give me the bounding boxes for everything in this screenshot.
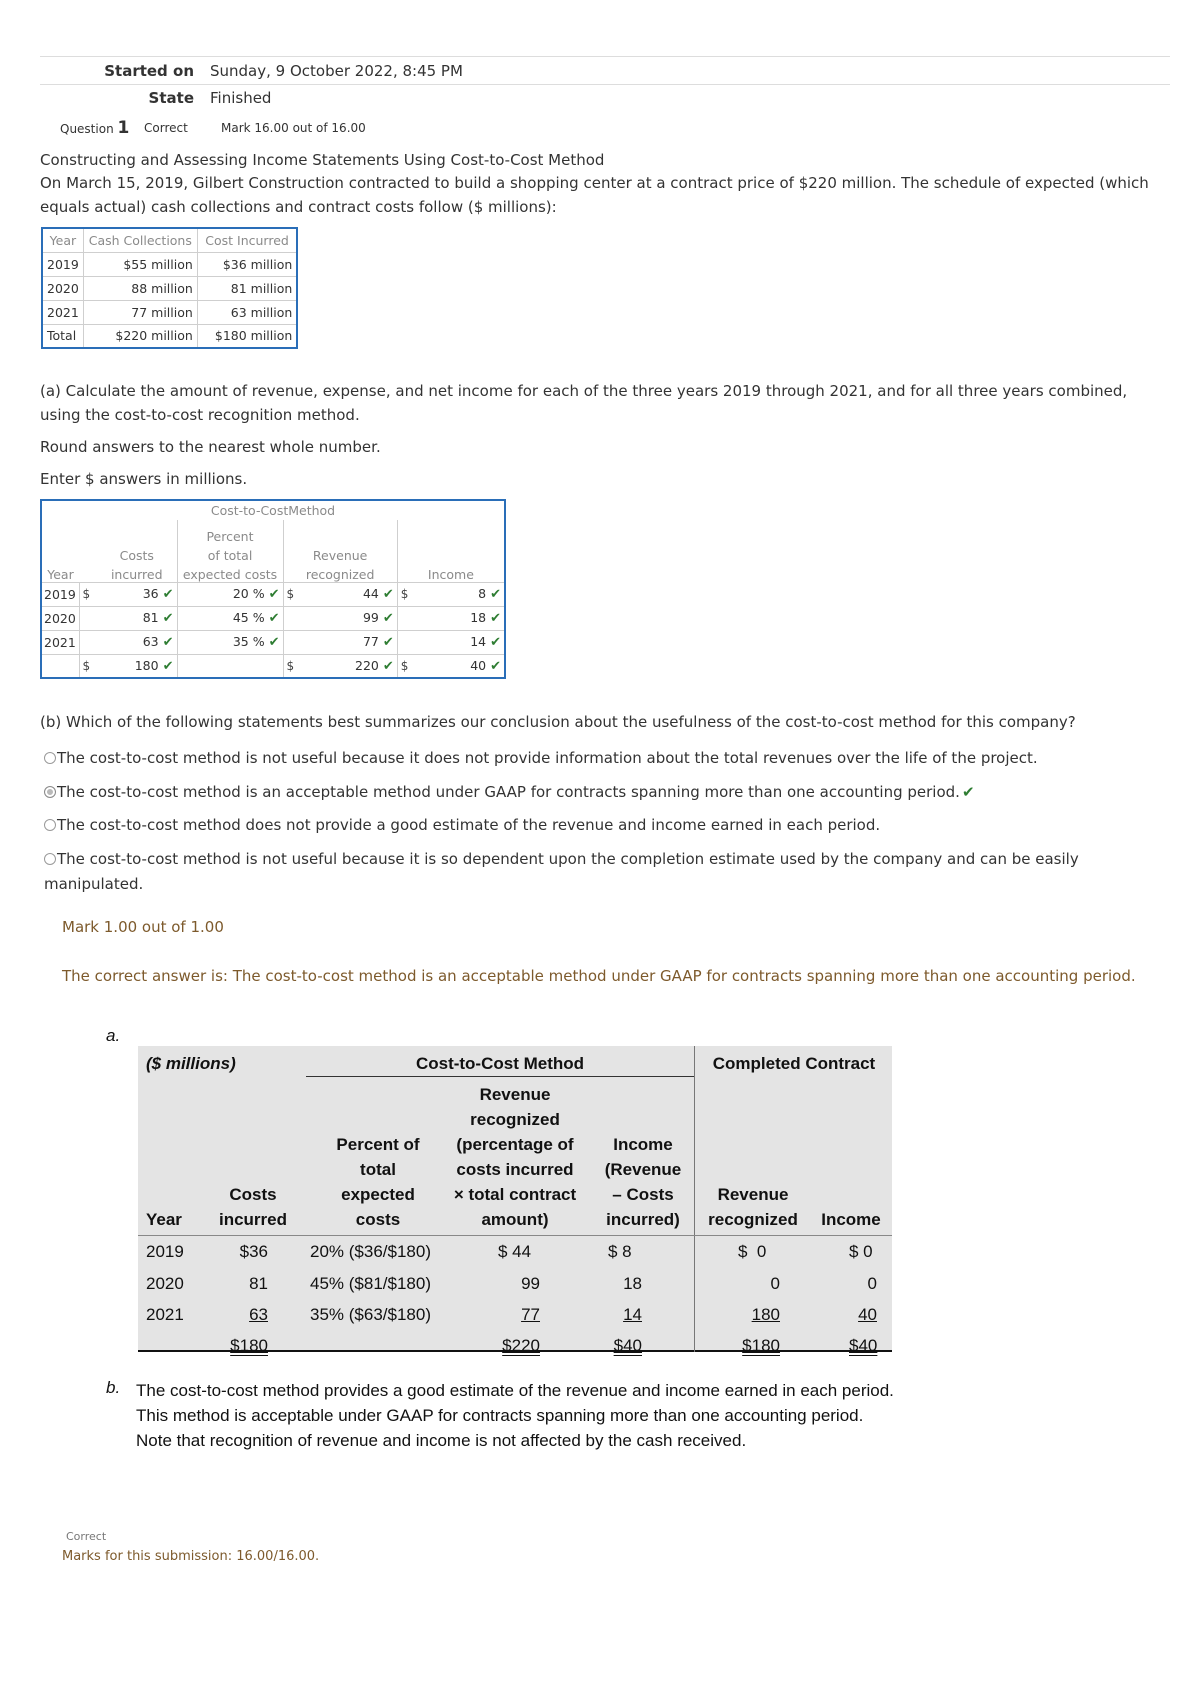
check-icon: ✔ <box>268 635 280 650</box>
option-text: The cost-to-cost method is not useful because it does not provide information about the total revenues over the life of the project. <box>57 749 1038 767</box>
answer-row-2020 <box>41 606 505 630</box>
sol-costs: $36 <box>239 1242 268 1261</box>
state-value: Finished <box>210 89 272 107</box>
schedule-cell: $220 million <box>83 324 197 348</box>
question-title: Constructing and Assessing Income Statements Using Cost-to-Cost Method <box>40 151 605 169</box>
header-bottom-rule <box>138 1235 892 1236</box>
question-number: 1 <box>117 118 130 138</box>
section-divider <box>694 1046 695 1352</box>
sol-rev-total: $220 <box>502 1336 540 1355</box>
answer-table <box>40 499 506 679</box>
footer-marks: Marks for this submission: 16.00/16.00. <box>62 1549 320 1564</box>
answer-year: 2019 <box>41 582 79 606</box>
answer-title-row <box>41 500 505 520</box>
header-costs-line: Costs <box>119 547 154 563</box>
check-icon: ✔ <box>490 635 501 650</box>
schedule-row <box>42 276 297 300</box>
part-b-prompt: (b) Which of the following statements best summarizes our conclusion about the usefulness of the cost-to-cost method for this company? <box>40 713 1076 731</box>
sol-rev: 77 <box>521 1305 540 1324</box>
sol-cc-inc: 40 <box>858 1305 877 1324</box>
sol-inc: $ 8 <box>608 1242 632 1261</box>
sol-cc-rev: $ 0 <box>738 1242 767 1261</box>
costs-value: 36 <box>142 586 159 601</box>
answer-revenue-total-input[interactable] <box>301 654 397 678</box>
option-2[interactable] <box>44 780 1164 805</box>
dollar-sign: $ <box>79 582 97 606</box>
sol-rev: 99 <box>521 1274 540 1293</box>
solution-cc-title: Completed Contract <box>712 1054 876 1073</box>
sol-header-pct: total <box>360 1160 396 1179</box>
sol-header-rev: amount) <box>481 1210 549 1229</box>
option-3[interactable] <box>44 813 1164 838</box>
schedule-cell: $36 million <box>197 252 297 276</box>
sol-header-cc-rev: recognized <box>708 1210 798 1229</box>
solution-b-label: b. <box>106 1378 121 1397</box>
sol-header-pct: expected <box>341 1185 415 1204</box>
option-1[interactable] <box>44 746 1164 771</box>
schedule-row <box>42 300 297 324</box>
answer-header-row <box>41 520 505 582</box>
check-icon: ✔ <box>162 635 174 650</box>
sol-year: 2021 <box>146 1305 184 1324</box>
started-on-value: Sunday, 9 October 2022, 8:45 PM <box>210 62 463 80</box>
answer-year: 2020 <box>41 606 79 630</box>
check-icon: ✔ <box>268 611 280 626</box>
schedule-header: Cost Incurred <box>197 228 297 252</box>
dollar-sign: $ <box>283 654 301 678</box>
costs-value: 63 <box>142 634 159 649</box>
sol-header-cc-rev: Revenue <box>717 1185 789 1204</box>
sol-cc-inc-total: $40 <box>849 1336 878 1355</box>
sol-pct: 45% ($81/$180) <box>310 1274 431 1293</box>
answer-year: 2021 <box>41 630 79 654</box>
sol-costs-total: $180 <box>230 1336 268 1355</box>
sol-inc-total: $40 <box>613 1336 642 1355</box>
check-icon: ✔ <box>382 635 394 650</box>
header-percent-line: Percent <box>206 528 254 544</box>
answer-revenue-input[interactable] <box>301 630 397 654</box>
revenue-total-value: 220 <box>355 657 379 673</box>
schedule-cell: $55 million <box>83 252 197 276</box>
sol-header-inc: – Costs <box>612 1185 674 1204</box>
header-percent-line: expected costs <box>182 566 278 582</box>
answer-income-total-input[interactable] <box>415 654 505 678</box>
costs-total-value: 180 <box>134 657 159 673</box>
pct-sign: % <box>252 610 265 625</box>
pct-sign: % <box>252 586 265 601</box>
part-a-round: Round answers to the nearest whole number. <box>40 438 381 456</box>
pct-value: 45 <box>232 610 249 625</box>
header-year: Year <box>47 566 74 582</box>
radio-button[interactable] <box>44 853 56 865</box>
part-a-units: Enter $ answers in millions. <box>40 470 248 488</box>
revenue-value: 99 <box>362 610 379 625</box>
sol-header-rev: (percentage of <box>456 1135 574 1154</box>
income-total-value: 40 <box>470 657 487 673</box>
sol-cc-rev: 0 <box>770 1274 780 1293</box>
sol-pct: 35% ($63/$180) <box>310 1305 431 1324</box>
header-costs <box>97 520 177 582</box>
sol-costs: 63 <box>249 1305 268 1324</box>
option-text: The cost-to-cost method is not useful because it is so dependent upon the completion estimate used by the company and can be easily manipulated. <box>44 850 1079 893</box>
sol-rev: $ 44 <box>498 1242 532 1261</box>
option-text: The cost-to-cost method does not provide a good estimate of the revenue and income earned in each period. <box>57 816 881 834</box>
sol-cc-inc: 0 <box>867 1274 877 1293</box>
sol-header-inc: Income <box>613 1135 673 1154</box>
question-mark: Mark 16.00 out of 16.00 <box>221 121 366 135</box>
schedule-row <box>42 324 297 348</box>
sol-year: 2019 <box>146 1242 184 1261</box>
check-icon: ✔ <box>382 611 394 626</box>
check-icon: ✔ <box>268 587 280 602</box>
check-icon: ✔ <box>961 783 975 801</box>
schedule-cell: $180 million <box>197 324 297 348</box>
sol-header-inc: (Revenue <box>604 1160 682 1179</box>
check-icon: ✔ <box>490 658 501 674</box>
started-on-label: Started on <box>104 62 194 80</box>
check-icon: ✔ <box>382 658 394 674</box>
radio-button-selected[interactable] <box>44 786 56 798</box>
schedule-header: Cash Collections <box>83 228 197 252</box>
solution-ctc-title: Cost-to-Cost Method <box>415 1054 585 1073</box>
answer-pct-input[interactable] <box>177 582 283 606</box>
schedule-cell: 2021 <box>42 300 83 324</box>
header-percent-line: of total <box>207 547 253 563</box>
schedule-cell: Total <box>42 324 83 348</box>
radio-button[interactable] <box>44 752 56 764</box>
summary-mid-divider <box>40 84 1170 85</box>
pct-value: 35 <box>232 634 249 649</box>
correct-answer-text: The correct answer is: The cost-to-cost method is an acceptable method under GAAP for contracts spanning more than one accounting period. <box>62 967 1136 985</box>
question-info <box>60 118 129 138</box>
schedule-cell: 77 million <box>83 300 197 324</box>
sol-inc: 14 <box>623 1305 642 1324</box>
answer-pct-input[interactable] <box>177 606 283 630</box>
answer-costs-input[interactable] <box>97 606 177 630</box>
sol-header-rev: recognized <box>470 1110 560 1129</box>
sol-costs: 81 <box>249 1274 268 1293</box>
part-a-prompt: (a) Calculate the amount of revenue, expense, and net income for each of the three years 2019 through 2021, and for all three years combined, using the cost-to-cost recognition method. <box>40 382 1128 424</box>
income-value: 18 <box>470 610 487 625</box>
income-value: 8 <box>478 586 487 601</box>
sol-header-pct: costs <box>355 1210 401 1229</box>
sol-header-pct: Percent of <box>336 1135 420 1154</box>
option-4[interactable] <box>44 847 1164 897</box>
answer-table-title: Cost-to-CostMethod <box>210 503 336 518</box>
answer-revenue-input[interactable] <box>301 606 397 630</box>
sol-header-costs: incurred <box>218 1210 288 1229</box>
schedule-cell: 2019 <box>42 252 83 276</box>
header-revenue <box>283 520 397 582</box>
footer-correct: Correct <box>66 1530 107 1543</box>
answer-pct-input[interactable] <box>177 630 283 654</box>
pct-value: 20 <box>232 586 249 601</box>
check-icon: ✔ <box>162 587 174 602</box>
answer-income-input[interactable] <box>415 606 505 630</box>
summary-top-divider <box>40 56 1170 57</box>
revenue-value: 77 <box>362 634 379 649</box>
schedule-row <box>42 252 297 276</box>
question-status: Correct <box>144 121 188 135</box>
dollar-sign: $ <box>397 582 415 606</box>
answer-row-2021 <box>41 630 505 654</box>
answer-income-input[interactable] <box>415 630 505 654</box>
dollar-sign: $ <box>79 654 97 678</box>
schedule-cell: 88 million <box>83 276 197 300</box>
sol-year: 2020 <box>146 1274 184 1293</box>
part-b-mark: Mark 1.00 out of 1.00 <box>62 918 224 936</box>
sol-cc-rev-total: $180 <box>742 1336 780 1355</box>
sol-header-rev: costs incurred <box>456 1160 574 1179</box>
check-icon: ✔ <box>382 587 394 602</box>
sol-header-inc: incurred) <box>606 1210 680 1229</box>
answer-income-input[interactable] <box>415 582 505 606</box>
check-icon: ✔ <box>162 611 174 626</box>
costs-value: 81 <box>142 610 159 625</box>
header-income: Income <box>397 520 505 582</box>
solution-b-text: The cost-to-cost method provides a good estimate of the revenue and income earned in each period. This method is acceptable under GAAP for contracts spanning more than one accounting period. Note that recognition of revenue and income is not affected by the cash received. <box>136 1381 894 1450</box>
sol-header-cc-inc: Income <box>821 1210 881 1229</box>
income-value: 14 <box>470 634 487 649</box>
question-label: Question <box>60 122 114 136</box>
sol-header-costs: Costs <box>229 1185 277 1204</box>
header-revenue-line: recognized <box>305 566 375 582</box>
dollar-sign: $ <box>397 654 415 678</box>
dollar-sign: $ <box>283 582 301 606</box>
revenue-value: 44 <box>362 586 379 601</box>
sol-cc-inc: $ 0 <box>849 1242 873 1261</box>
solution-units: ($ millions) <box>146 1054 236 1073</box>
answer-costs-total-input[interactable] <box>97 654 177 678</box>
header-revenue-line: Revenue <box>312 547 368 563</box>
radio-button[interactable] <box>44 819 56 831</box>
option-text: The cost-to-cost method is an acceptable method under GAAP for contracts spanning more than one accounting period. <box>57 783 960 801</box>
schedule-cell: 81 million <box>197 276 297 300</box>
check-icon: ✔ <box>162 658 174 674</box>
answer-row-total <box>41 654 505 678</box>
schedule-header: Year <box>42 228 83 252</box>
answer-revenue-input[interactable] <box>301 582 397 606</box>
schedule-header-row <box>42 228 297 252</box>
schedule-cell: 63 million <box>197 300 297 324</box>
pct-sign: % <box>252 634 265 649</box>
answer-row-2019 <box>41 582 505 606</box>
answer-costs-input[interactable] <box>97 630 177 654</box>
check-icon: ✔ <box>490 611 501 626</box>
header-percent <box>177 520 283 582</box>
solution-a-label: a. <box>106 1026 121 1045</box>
ctc-title-underline <box>306 1076 694 1077</box>
schedule-table <box>41 227 298 349</box>
sol-inc: 18 <box>623 1274 642 1293</box>
sol-header-year: Year <box>146 1210 182 1229</box>
sol-header-rev: × total contract <box>453 1185 577 1204</box>
answer-costs-input[interactable] <box>97 582 177 606</box>
sol-cc-rev: 180 <box>751 1305 780 1324</box>
header-costs-line: incurred <box>110 566 163 582</box>
schedule-cell: 2020 <box>42 276 83 300</box>
sol-pct: 20% ($36/$180) <box>310 1242 431 1261</box>
state-label: State <box>148 89 194 107</box>
sol-header-rev: Revenue <box>479 1085 551 1104</box>
question-intro: On March 15, 2019, Gilbert Construction contracted to build a shopping center at a contract price of $220 million. The schedule of expected (which equals actual) cash collections and contract costs follow ($ millions): <box>40 174 1149 216</box>
check-icon: ✔ <box>490 587 501 602</box>
